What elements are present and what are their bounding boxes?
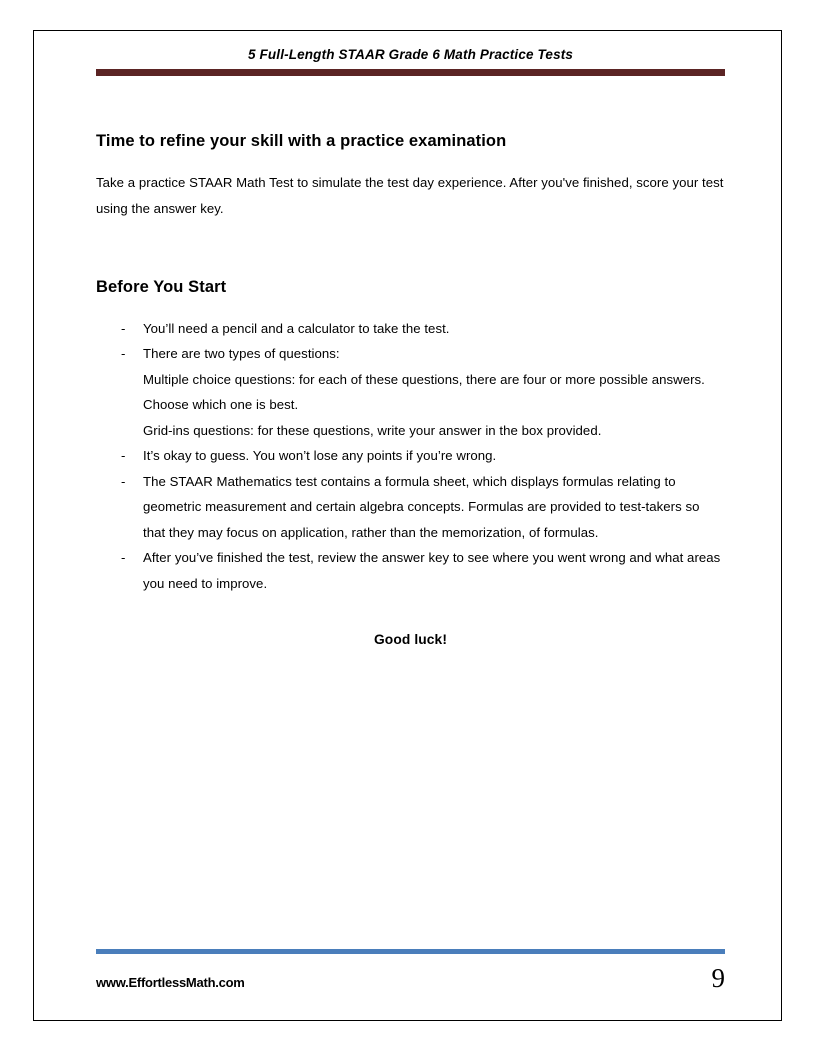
page-footer [96,949,725,992]
page-sheet [33,30,782,1021]
bullet-marker-icon: - [121,320,126,336]
bullet-marker-icon: - [121,550,126,566]
page-title: Time to refine your skill with a practice examination [96,132,507,150]
closing-message: Good luck! [373,631,448,647]
footer-row [96,962,725,993]
list-item [96,316,725,341]
list-item-text: After you’ve finished the test, review the answer key to see where you went wrong and what areas you need to improve. [143,550,721,591]
header-rule [96,69,725,76]
list-item-text: The STAAR Mathematics test contains a formula sheet, which displays formulas relating to geometric measurement and certain algebra concepts. Formulas are provided to test-takers so that they may focus on application, rather than the memorization, of formulas. [143,473,700,540]
list-item [96,545,725,596]
page-header [96,47,725,76]
footer-website-link[interactable]: www.EffortlessMath.com [96,974,245,990]
list-item [96,341,725,366]
list-item-text: You’ll need a pencil and a calculator to take the test. [143,320,450,336]
list-item [96,469,725,545]
spacer [96,221,725,277]
footer-rule [96,949,725,954]
list-item-text: There are two types of questions: [143,346,340,362]
running-title: 5 Full-Length STAAR Grade 6 Math Practice Tests [247,47,574,62]
bullet-marker-icon: - [121,346,126,362]
page-content [96,131,725,647]
spacer [96,299,725,316]
list-item [96,443,725,468]
bullet-marker-icon: - [121,473,126,489]
bullet-marker-icon: - [121,448,126,464]
list-item-text: It’s okay to guess. You won’t lose any points if you’re wrong. [143,448,497,464]
section-heading-before-you-start: Before You Start [96,278,227,297]
intro-paragraph: Take a practice STAAR Math Test to simulate the test day experience. After you've finished, score your test using the answer key. [96,175,724,216]
sub-paragraph-grid-ins: Grid-ins questions: for these questions, write your answer in the box provided. [143,422,602,438]
page-number: 9 [711,962,725,993]
instructions-list [96,316,725,596]
sub-paragraph-multiple-choice: Multiple choice questions: for each of these questions, there are four or more possible answers. Choose which one is best. [143,371,705,413]
